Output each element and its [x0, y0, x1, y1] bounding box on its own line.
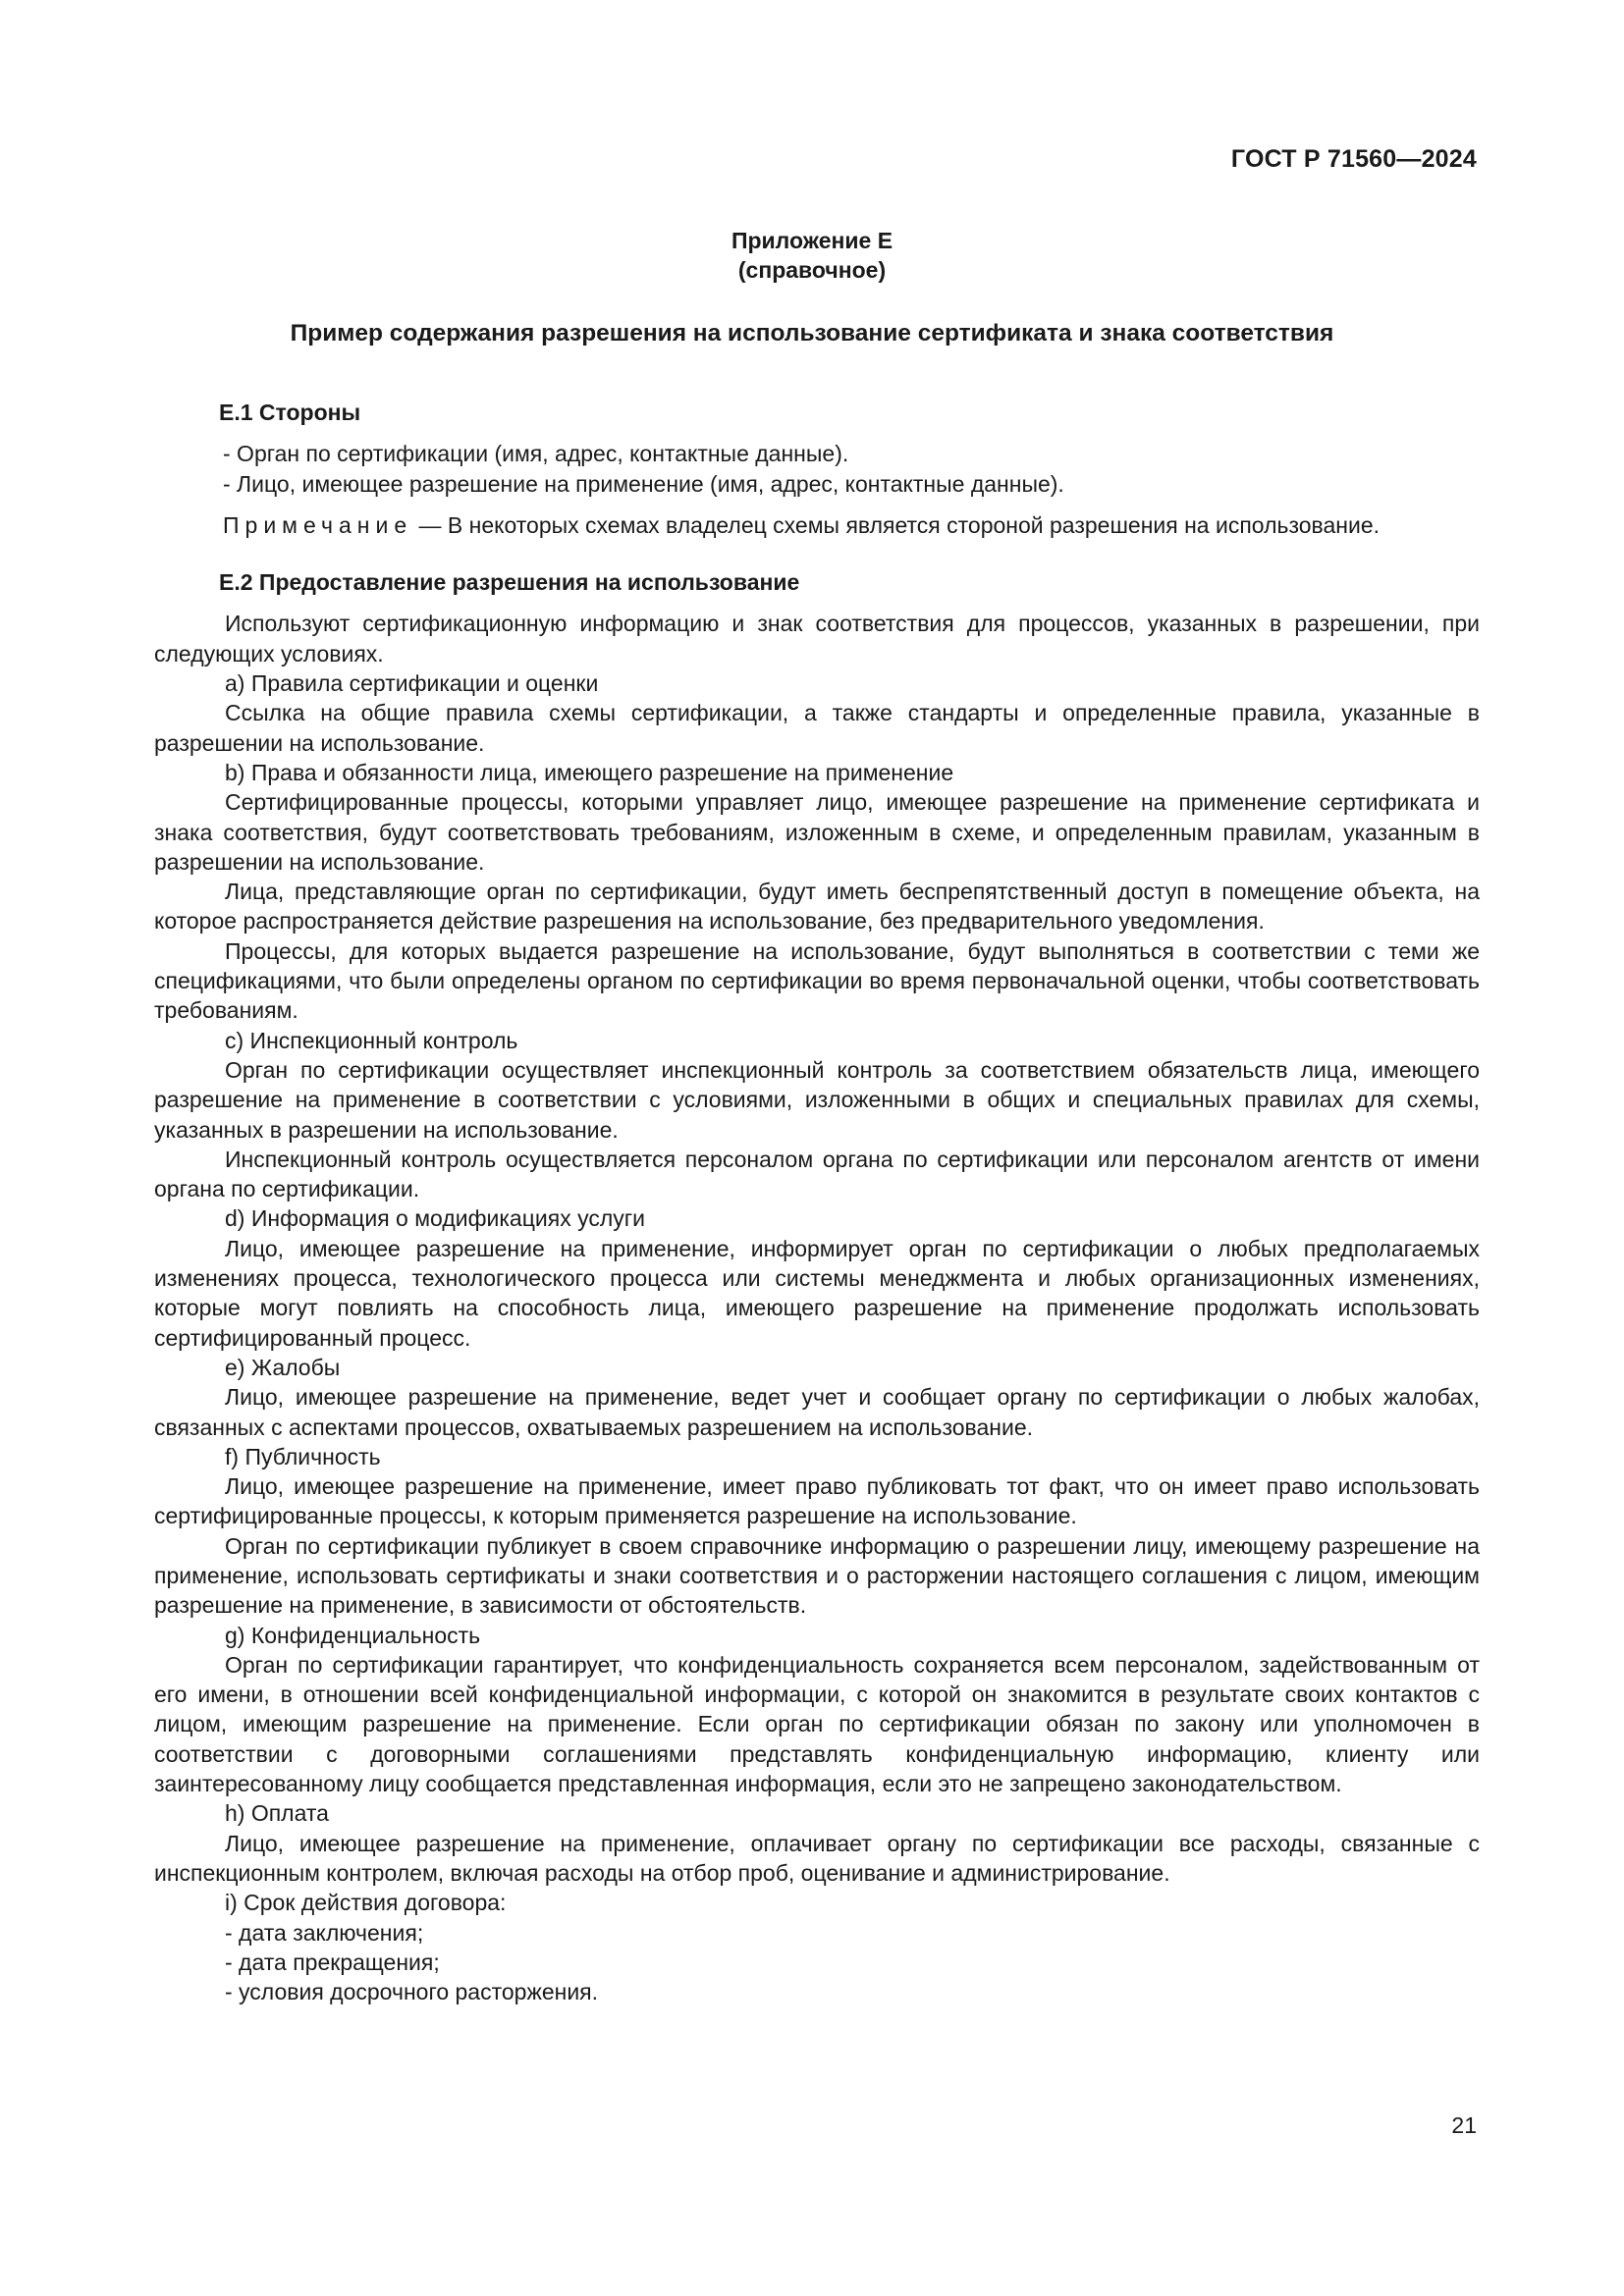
subsection-title: f) Публичность: [225, 1443, 381, 1469]
section-heading: Е.2 Предоставление разрешения на использование: [219, 569, 800, 596]
page-title: Пример содержания разрешения на использование сертификата и знака соответствия: [290, 320, 1334, 347]
paragraph: Орган по сертификации публикует в своем справочнике информацию о разрешении лицу, имеющему разрешение на применение, использовать сертификаты и знаки соответствия и о расторжении настоящего соглашения с лицом, имеющим разрешение на применение, в зависимости от обстоятельств.: [154, 1532, 1480, 1619]
subsection-title: h) Оплата: [225, 1800, 329, 1827]
list-item: - Орган по сертификации (имя, адрес, контактные данные).: [223, 441, 849, 467]
list-item: - дата прекращения;: [225, 1949, 440, 1975]
annex-heading: [0, 226, 1624, 285]
document-id: ГОСТ Р 71560—2024: [1230, 145, 1477, 173]
paragraph: Процессы, для которых выдается разрешение на использование, будут выполняться в соответствии с теми же спецификациями, что были определены органом по сертификации во время первоначальной оценки, чтобы соответствовать требованиям.: [154, 937, 1480, 1024]
list-item: - условия досрочного расторжения.: [225, 1979, 599, 2005]
subsection-title: c) Инспекционный контроль: [225, 1027, 518, 1053]
document-body: [154, 398, 1480, 2006]
section-heading: Е.1 Стороны: [219, 400, 361, 425]
paragraph: Лицо, имеющее разрешение на применение, имеет право публиковать тот факт, что он имеет право использовать сертифицированные процессы, к которым применяется разрешение на использование.: [154, 1473, 1480, 1529]
paragraph: Сертифицированные процессы, которыми управляет лицо, имеющее разрешение на применение сертификата и знака соответствия, будут соответствовать требованиям, изложенным в схеме, и определенным правилам, указанным в разрешении на использование.: [154, 789, 1480, 875]
subsection-title: a) Правила сертификации и оценки: [225, 670, 599, 697]
note-label: Примечание: [223, 511, 413, 538]
subsection-title: i) Срок действия договора:: [225, 1890, 507, 1916]
paragraph: Лицо, имеющее разрешение на применение, ведет учет и сообщает органу по сертификации о любых жалобах, связанных с аспектами процессов, охватываемых разрешением на использование.: [154, 1384, 1480, 1440]
annex-title: Приложение Е: [731, 228, 893, 253]
paragraph: Орган по сертификации осуществляет инспекционный контроль за соответствием обязательств лица, имеющего разрешение на применение в соответствии с условиями, изложенными в общих и специальных правилах для схемы, указанных в разрешении на использование.: [154, 1056, 1480, 1143]
list-item: - дата заключения;: [225, 1919, 424, 1946]
paragraph: Используют сертификационную информацию и знак соответствия для процессов, указанных в разрешении, при следующих условиях.: [154, 611, 1480, 667]
note-text: — В некоторых схемах владелец схемы является стороной разрешения на использование.: [412, 511, 1380, 538]
paragraph: Орган по сертификации гарантирует, что конфиденциальность сохраняется всем персоналом, задействованным от его имени, в отношении всей конфиденциальной информации, с которой он знакомится в результате своих контактов с лицом, имеющим разрешение на применение. Если орган по сертификации обязан по закону или уполномочен в соответствии с договорными соглашениями представлять конфиденциальную информацию, клиенту или заинтересованному лицу сообщается представленная информация, если это не запрещено законодательством.: [154, 1651, 1480, 1797]
paragraph: Лица, представляющие орган по сертификации, будут иметь беспрепятственный доступ в помещение объекта, на которое распространяется действие разрешения на использование, без предварительного уведомления.: [154, 879, 1480, 934]
subsection-title: g) Конфиденциальность: [225, 1622, 481, 1648]
paragraph: Инспекционный контроль осуществляется персоналом органа по сертификации или персоналом агентств от имени органа по сертификации.: [154, 1146, 1480, 1202]
subsection-title: b) Права и обязанности лица, имеющего разрешение на применение: [225, 759, 954, 785]
list-item: - Лицо, имеющее разрешение на применение (имя, адрес, контактные данные).: [223, 470, 1064, 497]
paragraph: Лицо, имеющее разрешение на применение, оплачивает органу по сертификации все расходы, связанные с инспекционным контролем, включая расходы на отбор проб, оценивание и администрирование.: [154, 1830, 1480, 1886]
paragraph: Ссылка на общие правила схемы сертификации, а также стандарты и определенные правила, указанные в разрешении на использование.: [154, 700, 1480, 756]
page-number: 21: [1451, 2112, 1477, 2138]
annex-type: (справочное): [737, 257, 887, 283]
note: [154, 510, 1480, 540]
subsection-title: d) Информация о модификациях услуги: [225, 1205, 645, 1232]
paragraph: Лицо, имеющее разрешение на применение, информирует орган по сертификации о любых предполагаемых изменениях процесса, технологического процесса или системы менеджмента и любых организационных изменениях, которые могут повлиять на способность лица, имеющего разрешение на применение продолжать использовать сертифицированный процесс.: [154, 1235, 1480, 1351]
subsection-title: e) Жалобы: [225, 1354, 341, 1380]
